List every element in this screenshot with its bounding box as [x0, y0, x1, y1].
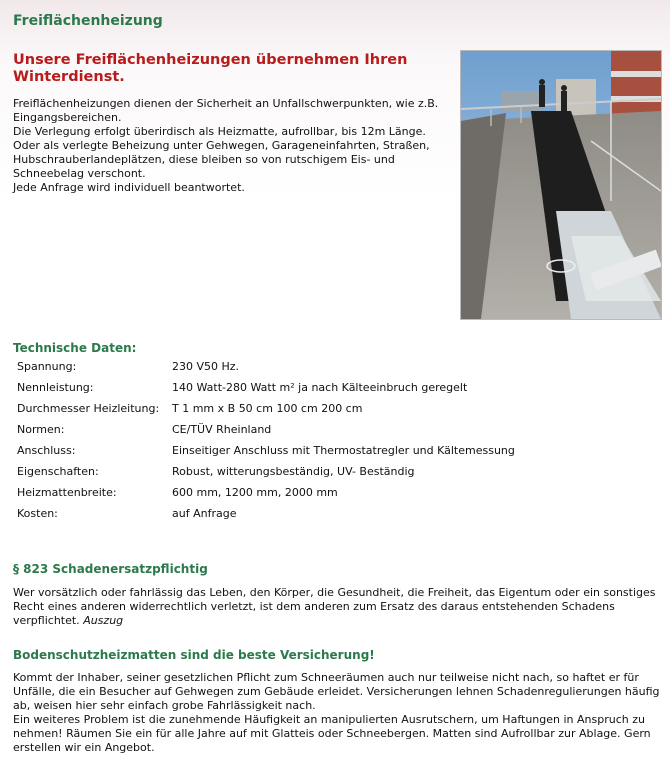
table-row	[13, 377, 519, 398]
page-title: Freiflächenheizung	[13, 13, 163, 29]
spec-value: T 1 mm x B 50 cm 100 cm 200 cm	[172, 402, 363, 415]
section-823-text	[13, 586, 663, 628]
intro-line: Oder als verlegte Beheizung unter Gehwegen, Garageneinfahrten, Straßen, Hubschrauberlandeplätzen, diese bleiben so von rutschigem Eis- und Schneebelag verschont.	[13, 139, 430, 180]
technical-data-title: Technische Daten:	[13, 341, 137, 355]
insurance-title: Bodenschutzheizmatten sind die beste Versicherung!	[13, 648, 375, 662]
spec-label: Anschluss:	[17, 444, 76, 457]
spec-value: Robust, witterungsbeständig, UV- Beständig	[172, 465, 415, 478]
spec-value: 600 mm, 1200 mm, 2000 mm	[172, 486, 338, 499]
spec-label: Kosten:	[17, 507, 58, 520]
spec-label: Normen:	[17, 423, 65, 436]
spec-value: auf Anfrage	[172, 507, 237, 520]
spec-value: CE/TÜV Rheinland	[172, 423, 272, 436]
spec-label: Durchmesser Heizleitung:	[17, 402, 160, 415]
heating-mat-photo	[460, 50, 662, 320]
spec-value: 140 Watt-280 Watt m² ja nach Kälteeinbruch geregelt	[172, 381, 468, 394]
table-row	[13, 482, 519, 503]
spec-label: Eigenschaften:	[17, 465, 99, 478]
intro-line: Die Verlegung erfolgt überirdisch als Heizmatte, aufrollbar, bis 12m Länge.	[13, 125, 426, 138]
table-row	[13, 419, 519, 440]
table-row	[13, 461, 519, 482]
intro-line: Jede Anfrage wird individuell beantwortet.	[13, 181, 245, 194]
section-823-body: Wer vorsätzlich oder fahrlässig das Leben, den Körper, die Gesundheit, die Freiheit, das Eigentum oder ein sonstiges Recht eines anderen widerrechtlich verletzt, ist dem anderen zum Ersatz des daraus entstehenden Schadens verpflichtet.	[13, 586, 656, 627]
spec-value: Einseitiger Anschluss mit Thermostatregler und Kältemessung	[172, 444, 515, 457]
technical-data-table	[13, 356, 519, 524]
intro-line: Freiflächenheizungen dienen der Sicherheit an Unfallschwerpunkten, wie z.B. Eingangsbereichen.	[13, 97, 439, 124]
table-row	[13, 503, 519, 524]
spec-label: Heizmattenbreite:	[17, 486, 117, 499]
headline: Unsere Freiflächenheizungen übernehmen Ihren Winterdienst.	[13, 52, 408, 85]
table-row	[13, 356, 519, 377]
excerpt-label: Auszug	[83, 614, 124, 627]
table-row	[13, 440, 519, 461]
spec-label: Nennleistung:	[17, 381, 94, 394]
rooftop-heating-mat-image	[461, 51, 661, 319]
spec-label: Spannung:	[17, 360, 77, 373]
intro-text	[13, 97, 453, 195]
section-823-title: § 823 Schadenersatzpflichtig	[13, 562, 208, 576]
spec-value: 230 V50 Hz.	[172, 360, 240, 373]
table-row	[13, 398, 519, 419]
insurance-text	[13, 671, 663, 755]
insurance-paragraph: Ein weiteres Problem ist die zunehmende Häufigkeit an manipulierten Ausrutschern, um Haftungen in Anspruch zu nehmen! Räumen Sie ein für alle Jahre auf mit Glatteis oder Schneebergen. Matten sind Aufrollbar zur Ablage. Gern erstellen wir ein Angebot.	[13, 713, 651, 754]
insurance-paragraph: Kommt der Inhaber, seiner gesetzlichen Pflicht zum Schneeräumen auch nur teilweise nicht nach, so haftet er für Unfälle, die ein Besucher auf Gehwegen zum Gebäude erleidet. Versicherungen lehnen Schadenregulierungen häufig ab, weisen hier sehr einfach grobe Fahrlässigkeit nach.	[13, 671, 660, 712]
